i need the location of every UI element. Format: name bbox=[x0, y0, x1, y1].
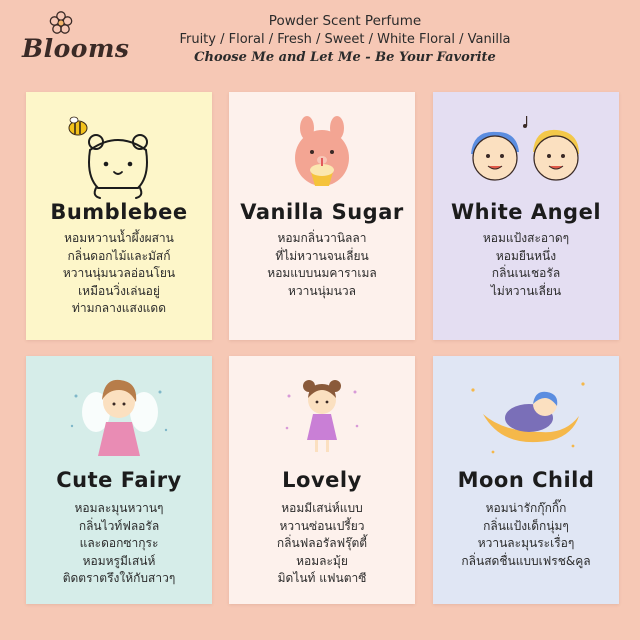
card-title: Bumblebee bbox=[50, 200, 188, 224]
card-title: Cute Fairy bbox=[56, 468, 182, 492]
description-line: หอมหวานน้ำผึ้งผสาน bbox=[64, 231, 174, 245]
description-line: หอมละมุนหวานๆ bbox=[74, 501, 164, 515]
header bbox=[0, 0, 640, 80]
description-line: และดอกซากุระ bbox=[79, 536, 159, 550]
brand-logo bbox=[22, 8, 130, 74]
description-line: หวานนุ่มนวลอ่อนโยน bbox=[62, 266, 176, 280]
description-line: หอมกลิ่นวานิลลา bbox=[277, 231, 367, 245]
card-description bbox=[229, 500, 415, 588]
bee-icon bbox=[69, 117, 87, 135]
description-line: หอมแบบนมคาราเมล bbox=[267, 266, 377, 280]
card-description bbox=[26, 500, 212, 588]
girl-illustration bbox=[229, 356, 415, 466]
flower-icon bbox=[48, 10, 74, 36]
kids-illustration bbox=[433, 92, 619, 202]
description-line: หอมน่ารักกุ๊กกิ๊ก bbox=[485, 501, 567, 515]
card-bumblebee[interactable] bbox=[26, 92, 212, 340]
description-line: เหมือนวิ่งเล่นอยู่ bbox=[78, 283, 160, 298]
description-line: กลิ่นไวท์ฟลอรัล bbox=[78, 518, 160, 533]
description-line: ที่ไม่หวานจนเลี่ยน bbox=[275, 248, 369, 263]
card-lovely[interactable] bbox=[229, 356, 415, 604]
card-description bbox=[26, 230, 212, 318]
fairy-illustration bbox=[26, 356, 212, 466]
description-line: หอมละมุ้ย bbox=[296, 553, 348, 568]
card-cute-fairy[interactable] bbox=[26, 356, 212, 604]
card-title: Moon Child bbox=[457, 468, 595, 492]
description-line: กลิ่นฟลอรัลฟรุ๊ตตี้ bbox=[276, 536, 368, 550]
bunny-cupcake-illustration bbox=[229, 92, 415, 202]
moon-baby-illustration bbox=[433, 356, 619, 466]
description-line: ติดตราตรึงให้กับสาวๆ bbox=[62, 571, 176, 585]
header-line-2: Fruity / Floral / Fresh / Sweet / White Floral / Vanilla bbox=[179, 32, 511, 47]
card-title: Vanilla Sugar bbox=[240, 200, 404, 224]
description-line: หอมแป้งสะอาดๆ bbox=[482, 231, 570, 245]
description-line: ไม่หวานเลี่ยน bbox=[490, 283, 562, 298]
card-description bbox=[229, 230, 415, 300]
card-vanilla-sugar[interactable] bbox=[229, 92, 415, 340]
description-line: กลิ่นแป้งเด็กนุ่มๆ bbox=[483, 518, 569, 533]
bear-illustration bbox=[26, 92, 212, 202]
card-white-angel[interactable] bbox=[433, 92, 619, 340]
card-description bbox=[433, 500, 619, 570]
description-line: หอมยืนหนึ่ง bbox=[495, 248, 557, 263]
card-title: Lovely bbox=[282, 468, 362, 492]
description-line: หอมหรูมีเสน่ห์ bbox=[82, 553, 156, 568]
description-line: กลิ่นสดชื่นแบบเฟรช&คูล bbox=[461, 553, 591, 568]
header-line-1: Powder Scent Perfume bbox=[268, 13, 422, 29]
description-line: กลิ่นเนเชอรัล bbox=[491, 266, 561, 280]
description-line: หวานละมุนระเรื่อๆ bbox=[477, 536, 575, 550]
card-moon-child[interactable] bbox=[433, 356, 619, 604]
description-line: มิดไนท์ แฟนตาซี bbox=[277, 571, 367, 585]
card-title: White Angel bbox=[450, 200, 602, 224]
description-line: หอมมีเสน่ห์แบบ bbox=[281, 501, 363, 515]
card-description bbox=[433, 230, 619, 300]
description-line: หวานซ่อนเปรี้ยว bbox=[279, 518, 365, 533]
music-note-icon bbox=[523, 116, 527, 128]
description-line: ท่ามกลางแสงแดด bbox=[71, 301, 166, 315]
description-line: กลิ่นดอกไม้และมัสก์ bbox=[67, 248, 171, 263]
description-line: หวานนุ่มนวล bbox=[288, 283, 356, 298]
brand-name: Blooms bbox=[22, 34, 130, 63]
header-tagline: Choose Me and Let Me - Be Your Favorite bbox=[194, 50, 496, 65]
